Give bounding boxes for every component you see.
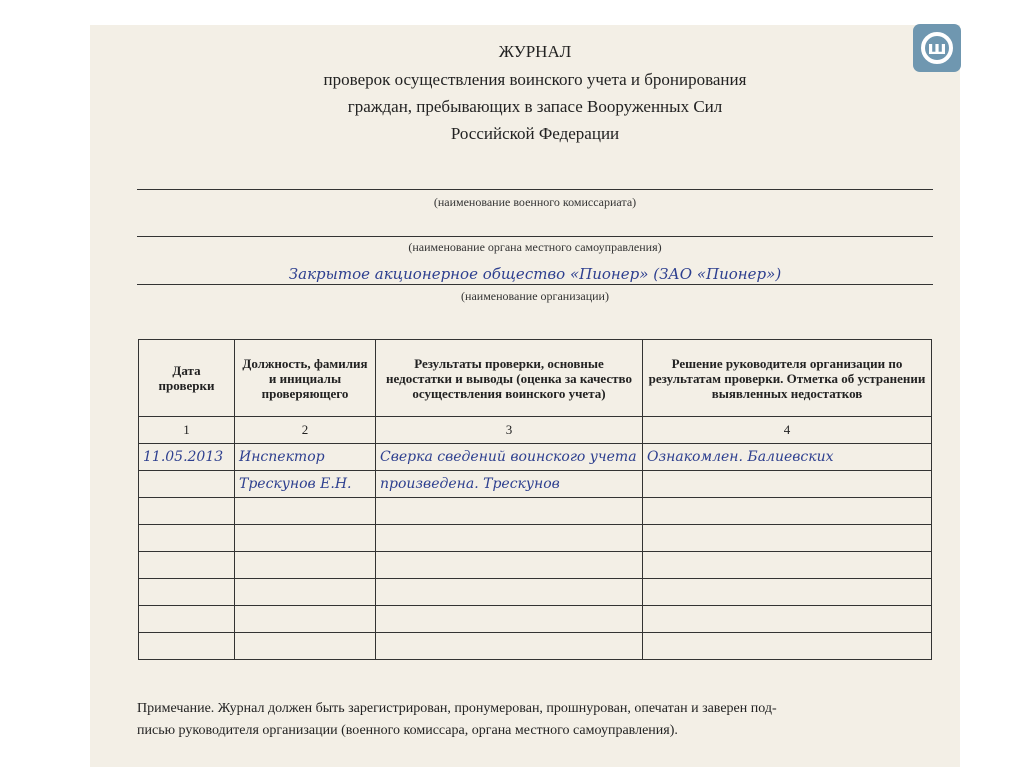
date-cell: 11.05.2013	[139, 444, 235, 471]
results-cell	[376, 498, 643, 525]
results-cell: Сверка сведений воинского учета	[376, 444, 643, 471]
footnote-line-1: Примечание. Журнал должен быть зарегистрирован, пронумерован, прошнурован, опечатан и заверен под-	[137, 701, 777, 716]
header-inspector: Должность, фамилия и инициалы проверяющего	[235, 340, 376, 417]
decision-cell	[643, 633, 932, 660]
column-number: 3	[376, 417, 643, 444]
date-cell	[139, 606, 235, 633]
commissariat-caption: (наименование военного комиссариата)	[433, 195, 637, 209]
header-results: Результаты проверки, основные недостатки и выводы (оценка за качество осуществления воинского учета)	[376, 340, 643, 417]
commissariat-line	[137, 189, 933, 190]
organization-name: Закрытое акционерное общество «Пионер» (ЗАО «Пионер»)	[288, 265, 782, 283]
date-cell	[139, 552, 235, 579]
inspector-cell	[235, 606, 376, 633]
decision-cell	[643, 525, 932, 552]
date-cell	[139, 498, 235, 525]
results-cell	[376, 552, 643, 579]
header-decision: Решение руководителя организации по результатам проверки. Отметка об устранении выявленных недостатков	[643, 340, 932, 417]
decision-cell	[643, 471, 932, 498]
results-cell	[376, 579, 643, 606]
inspector-cell	[235, 498, 376, 525]
decision-cell	[643, 606, 932, 633]
table-row	[139, 579, 932, 606]
date-cell	[139, 579, 235, 606]
inspector-cell: Трескунов Е.Н.	[235, 471, 376, 498]
results-cell	[376, 633, 643, 660]
header-date: Дата проверки	[139, 340, 235, 417]
inspector-cell	[235, 633, 376, 660]
table-row	[139, 525, 932, 552]
column-number: 1	[139, 417, 235, 444]
organization-line	[137, 284, 933, 285]
local-gov-line	[137, 236, 933, 237]
decision-cell	[643, 579, 932, 606]
table-row	[139, 552, 932, 579]
decision-cell: Ознакомлен. Балиевских	[643, 444, 932, 471]
header-row	[139, 340, 932, 417]
inspector-cell	[235, 552, 376, 579]
footnote-line-2: писью руководителя организации (военного комиссара, органа местного самоуправления).	[137, 723, 678, 738]
organization-caption: (наименование организации)	[461, 289, 609, 303]
inspector-cell: Инспектор	[235, 444, 376, 471]
table-row	[139, 471, 932, 498]
local-gov-caption: (наименование органа местного самоуправления)	[408, 240, 662, 254]
journal-table	[138, 339, 932, 660]
title-line-2: проверок осуществления воинского учета и бронирования	[323, 70, 747, 89]
table-row	[139, 633, 932, 660]
column-number: 2	[235, 417, 376, 444]
decision-cell	[643, 552, 932, 579]
decision-cell	[643, 498, 932, 525]
results-cell: произведена. Трескунов	[376, 471, 643, 498]
inspector-cell	[235, 579, 376, 606]
table-row	[139, 498, 932, 525]
date-cell	[139, 525, 235, 552]
date-cell	[139, 633, 235, 660]
table-row	[139, 606, 932, 633]
column-numbers-row	[139, 417, 932, 444]
footnote	[137, 698, 937, 742]
results-cell	[376, 525, 643, 552]
table-row	[139, 444, 932, 471]
inspector-cell	[235, 525, 376, 552]
svg-text:ш: ш	[927, 38, 947, 59]
results-cell	[376, 606, 643, 633]
journal-title: ЖУРНАЛ	[498, 42, 572, 61]
date-cell	[139, 471, 235, 498]
title-line-3: граждан, пребывающих в запасе Вооруженных Сил	[347, 97, 723, 116]
column-number: 4	[643, 417, 932, 444]
title-line-4: Российской Федерации	[450, 124, 620, 143]
